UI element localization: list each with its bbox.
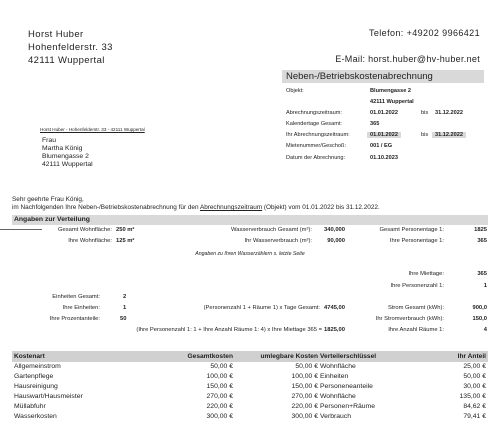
cell-verteiler: Personeneanteile — [320, 383, 373, 390]
cell-umlegbar: 100,00 € — [291, 373, 318, 380]
margin-mark — [0, 229, 42, 230]
cell-anteil: 50,00 € — [463, 373, 486, 380]
cell-kostenart: Wasserkosten — [14, 413, 57, 420]
cell-umlegbar: 300,00 € — [291, 413, 318, 420]
recipient-name: Martha König — [42, 145, 83, 152]
cell-gesamtkosten: 100,00 € — [206, 373, 233, 380]
dist-value: 4745,00 — [324, 305, 345, 311]
header-gesamtkosten: Gesamtkosten — [187, 353, 233, 360]
dist-value: 365 — [477, 238, 487, 244]
meta-value: 42111 Wuppertal — [370, 99, 414, 106]
table-row — [12, 382, 488, 392]
intro-part: (Objekt) vom 01.01.2022 bis 31.12.2022. — [262, 204, 380, 211]
cell-anteil: 30,00 € — [463, 383, 486, 390]
dist-label: Ihre Einheiten: — [62, 305, 100, 311]
intro-part: im Nachfolgenden Ihre Neben-/Betriebskostenabrechnung für den — [12, 204, 200, 211]
dist-value: 150,0 — [472, 316, 487, 322]
greeting: Sehr geehrte Frau König, — [12, 196, 84, 203]
dist-value: 125 m² — [116, 238, 135, 244]
dist-formula: (Personenzahl 1 + Räume 1) x Tage Gesamt: — [203, 305, 320, 311]
dist-value: 250 m² — [116, 227, 135, 233]
recipient-street: Blumengasse 2 — [42, 153, 89, 160]
table-row — [12, 402, 488, 412]
dist-formula: (Ihre Personenzahl 1: 1 + Ihre Anzahl Räume 1: 4) x Ihre Miettage 365 = — [136, 327, 322, 333]
dist-label: Gesamt Personentage 1: — [379, 227, 444, 233]
cell-kostenart: Hauswart/Hausmeister — [14, 393, 83, 400]
dist-label: Ihre Miettage: — [408, 271, 444, 277]
meta-bis: bis — [421, 110, 429, 117]
dist-label: Wasserverbrauch Gesamt (m³): — [231, 227, 312, 233]
dist-value: 365 — [477, 271, 487, 277]
sender-email: E-Mail: horst.huber@hv-huber.net — [335, 54, 480, 64]
cell-kostenart: Hausreinigung — [14, 383, 58, 390]
return-address: Horst Huber - Hohenfelderstr. 33 - 42111 Wuppertal — [40, 127, 145, 132]
statement-title: Neben-/Betriebskostenabrechnung — [282, 70, 484, 83]
dist-value: 2 — [123, 294, 127, 300]
meta-value: 01.01.2022 — [367, 132, 401, 138]
sender-city: 42111 Wuppertal — [28, 55, 105, 66]
section-title-distribution: Angaben zur Verteilung — [12, 215, 488, 225]
cell-gesamtkosten: 270,00 € — [206, 393, 233, 400]
dist-label: Einheiten Gesamt: — [52, 294, 100, 300]
cell-anteil: 25,00 € — [463, 363, 486, 370]
cell-gesamtkosten: 150,00 € — [206, 383, 233, 390]
dist-value: 900,0 — [472, 305, 487, 311]
header-kostenart: Kostenart — [14, 353, 45, 360]
meta-value: 31.12.2022 — [432, 132, 466, 138]
meta-label: Kalendertage Gesamt: — [286, 121, 342, 128]
cell-umlegbar: 150,00 € — [291, 383, 318, 390]
dist-value: 1 — [123, 305, 127, 311]
meta-label: Objekt: — [286, 88, 304, 94]
meta-value: Blumengasse 2 — [370, 88, 412, 94]
water-meter-note: Angaben zu Ihren Wasserzählern s. letzte Seite — [195, 251, 305, 257]
dist-label: Strom Gesamt (kWh): — [387, 305, 444, 311]
dist-label: Ihre Prozentanteile: — [49, 316, 100, 322]
cell-umlegbar: 220,00 € — [291, 403, 318, 410]
dist-value: 90,000 — [327, 238, 345, 244]
cell-kostenart: Müllabfuhr — [14, 403, 46, 410]
dist-value: 4 — [483, 327, 487, 333]
sender-street: Hohenfelderstr. 33 — [28, 42, 113, 53]
cell-anteil: 84,62 € — [463, 403, 486, 410]
meta-label: Abrechnungszeitraum: — [286, 110, 342, 117]
dist-label: Ihre Anzahl Räume 1: — [388, 327, 444, 333]
cell-gesamtkosten: 300,00 € — [206, 413, 233, 420]
recipient-salutation: Frau — [42, 137, 56, 144]
dist-value: 50 — [120, 316, 127, 322]
cell-anteil: 79,41 € — [463, 413, 486, 420]
dist-value: 1 — [483, 283, 487, 289]
intro-underlined: Abrechnungszeitraum — [199, 204, 263, 211]
table-row — [12, 362, 488, 372]
cell-umlegbar: 270,00 € — [291, 393, 318, 400]
meta-label: Mietenummer/Geschoß: — [286, 143, 346, 150]
cell-verteiler: Wohnfläche — [320, 393, 356, 400]
cell-verteiler: Verbrauch — [320, 413, 351, 420]
cell-gesamtkosten: 50,00 € — [210, 363, 233, 370]
meta-value: 365 — [370, 121, 380, 128]
header-verteiler: Verteilerschlüssel — [320, 353, 377, 360]
cell-verteiler: Einheiten — [320, 373, 349, 380]
sender-address — [28, 28, 113, 67]
meta-value: 01.10.2023 — [370, 154, 398, 161]
intro-sentence — [12, 204, 380, 212]
cell-anteil: 135,00 € — [459, 393, 486, 400]
dist-value: 1825,00 — [324, 327, 345, 333]
sender-phone: Telefon: +49202 9966421 — [368, 28, 480, 38]
cell-verteiler: Wohnfläche — [320, 363, 356, 370]
recipient-address — [42, 137, 93, 169]
dist-value: 340,000 — [324, 227, 345, 233]
cell-gesamtkosten: 220,00 € — [206, 403, 233, 410]
meta-label: Datum der Abrechnung: — [286, 154, 346, 161]
cell-kostenart: Gartenpflege — [14, 373, 54, 380]
cost-table — [12, 351, 488, 422]
cost-table-body — [12, 362, 488, 422]
meta-value: 31.12.2022 — [435, 110, 463, 117]
table-row — [12, 412, 488, 422]
meta-bis: bis — [421, 132, 429, 139]
table-row — [12, 392, 488, 402]
cell-verteiler: Personen+Räume — [320, 403, 375, 410]
meta-value: 01.01.2022 — [370, 110, 398, 117]
intro-text — [12, 196, 380, 212]
dist-label: Ihr Stromverbrauch (kWh): — [375, 316, 444, 322]
dist-label: Ihr Wasserverbrauch (m³): — [244, 238, 312, 244]
cell-kostenart: Allgemeinstrom — [14, 363, 61, 370]
cell-umlegbar: 50,00 € — [295, 363, 318, 370]
header-umlegbar: umlegbare Kosten — [260, 353, 318, 360]
recipient-city: 42111 Wuppertal — [42, 161, 93, 168]
dist-label: Ihre Personenzahl 1: — [390, 283, 444, 289]
sender-name: Horst Huber — [28, 29, 84, 40]
dist-value: 1825 — [474, 227, 487, 233]
cost-table-header — [12, 351, 488, 362]
meta-label: Ihr Abrechnungszeitraum: — [286, 132, 350, 139]
meta-value: 001 / EG — [370, 143, 393, 150]
dist-label: Ihre Personentage 1: — [389, 238, 444, 244]
dist-label: Ihre Wohnfläche: — [68, 238, 112, 244]
header-anteil: Ihr Anteil — [457, 353, 486, 360]
table-row — [12, 372, 488, 382]
dist-label: Gesamt Wohnfläche: — [57, 227, 112, 233]
